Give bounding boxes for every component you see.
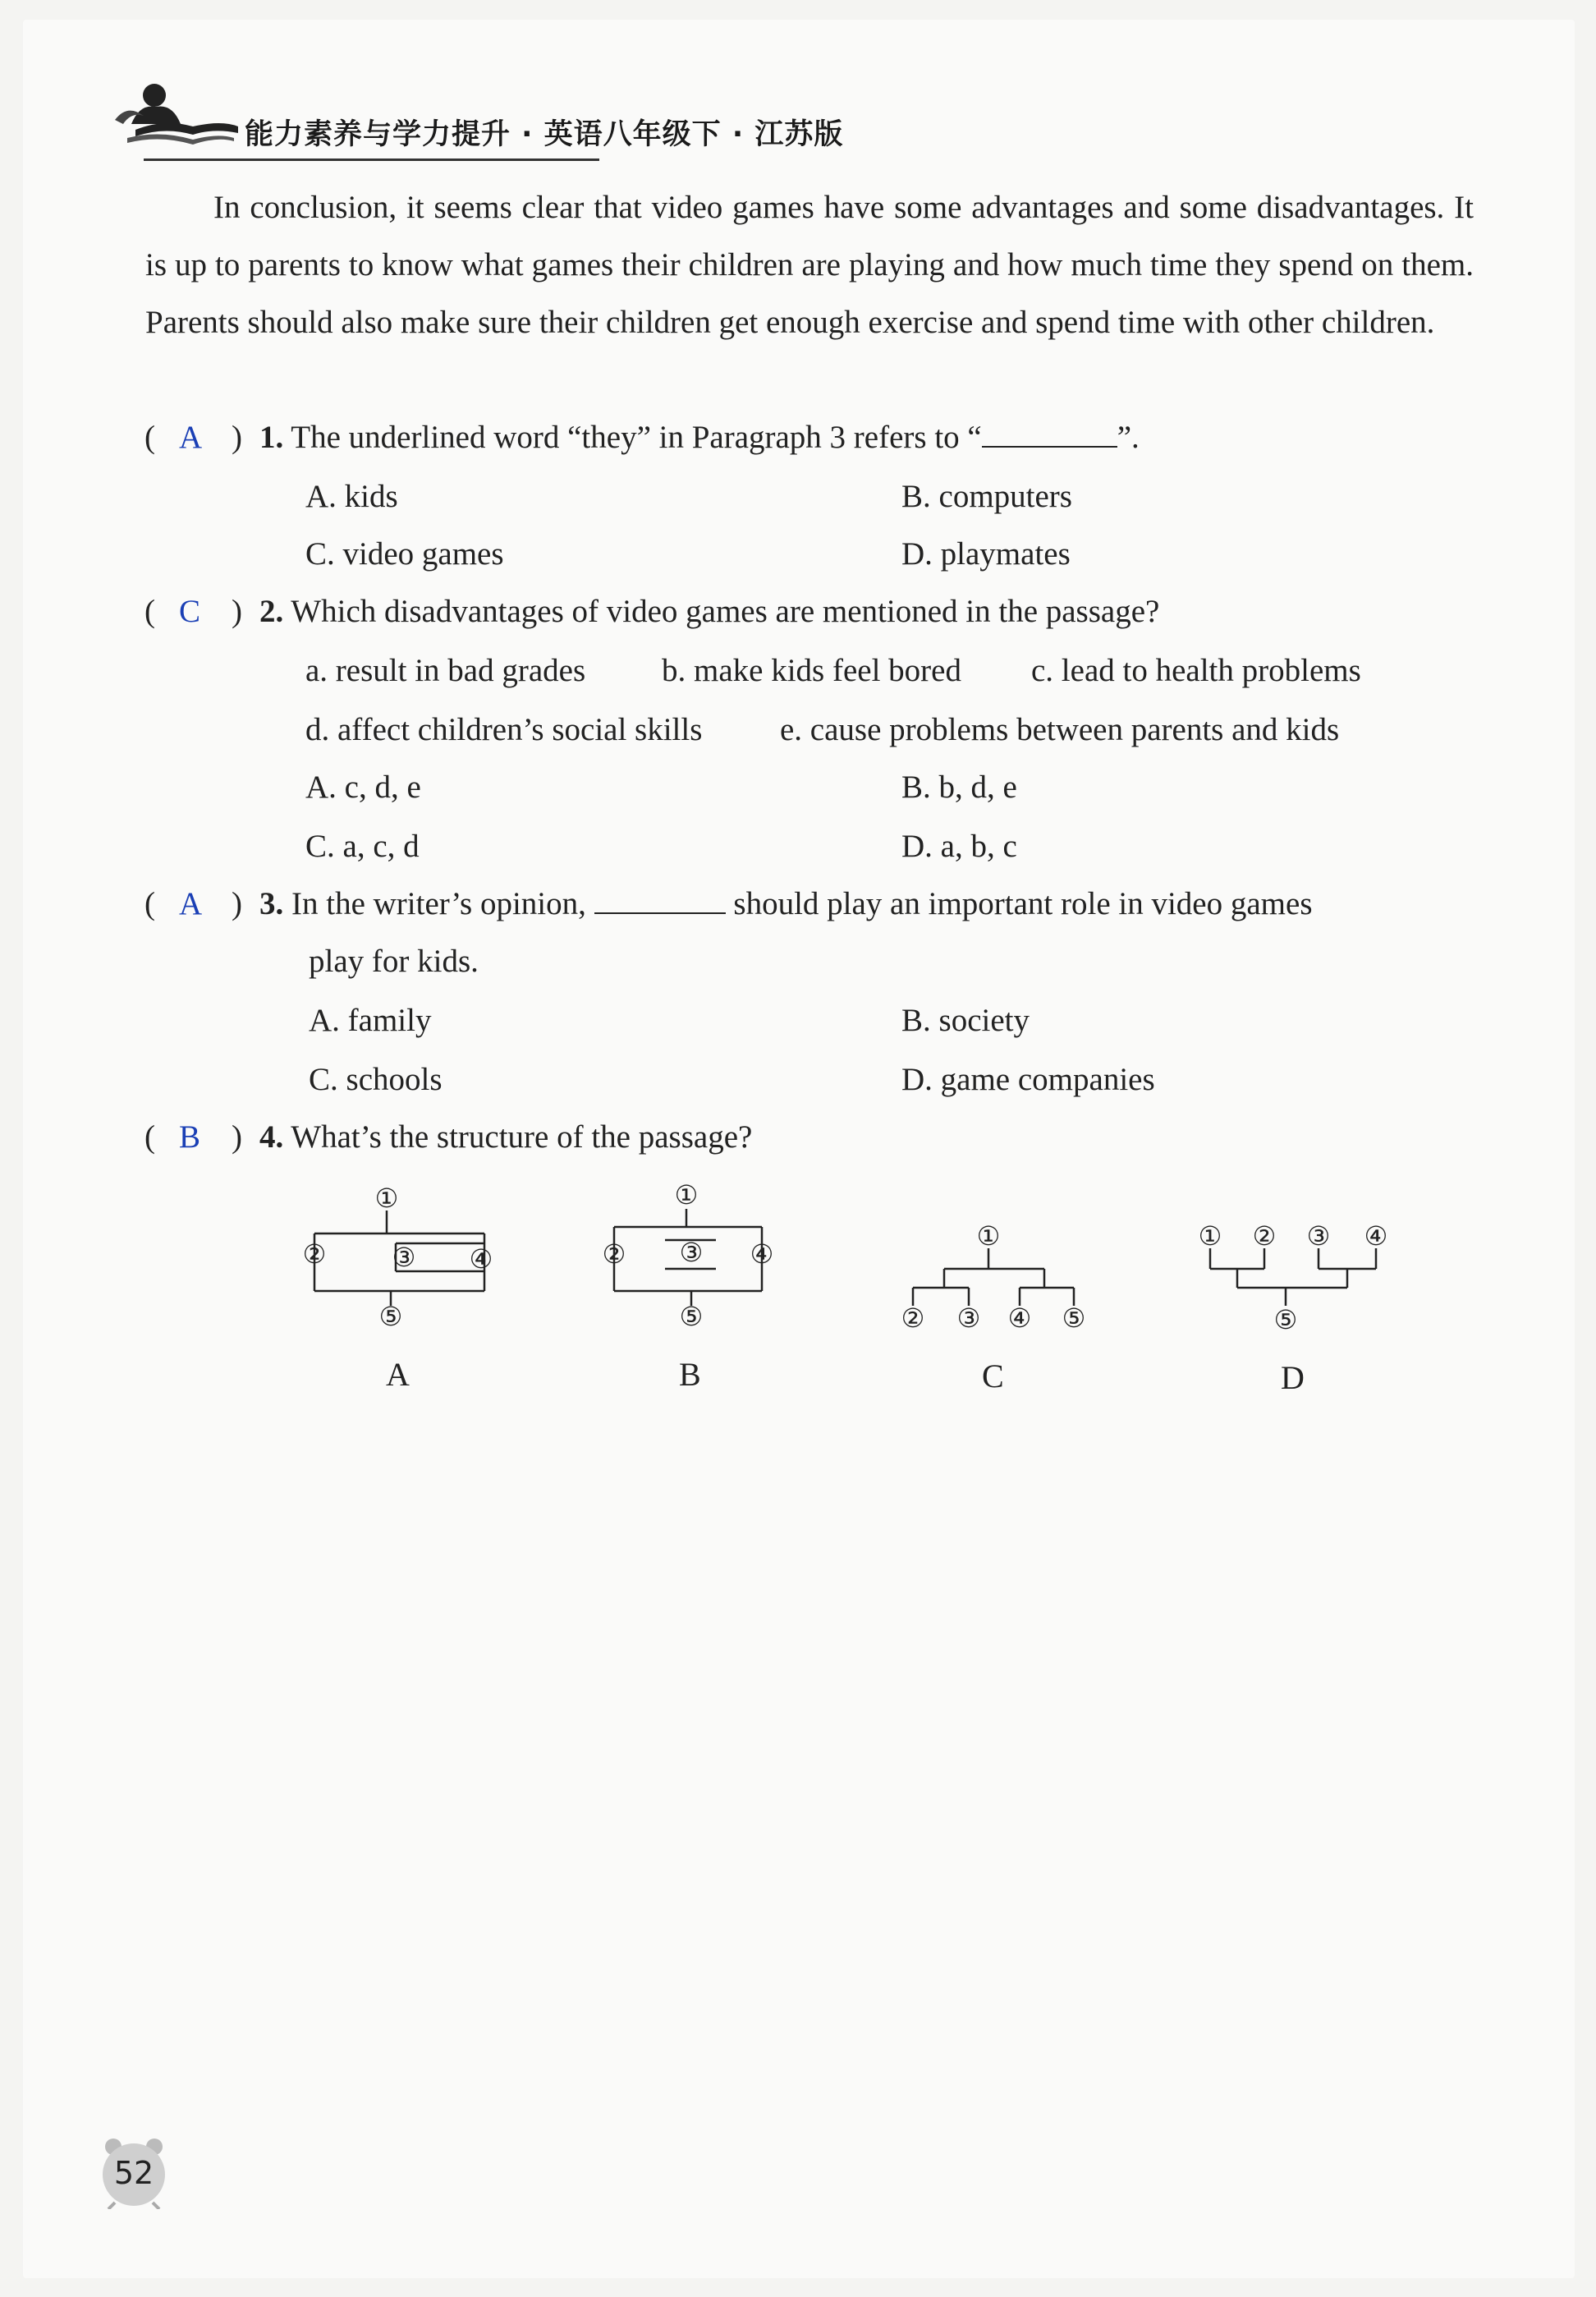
node-4: ④ [750,1238,774,1270]
sub-item-e: e. cause problems between parents and kids [780,712,1340,747]
question-stem-start: In the writer’s opinion, [291,886,586,921]
answer-2: C [179,594,201,629]
sub-item-c: c. lead to health problems [1031,653,1361,688]
node-1: ① [374,1183,399,1214]
node-5: ⑤ [679,1301,704,1332]
node-2: ② [602,1238,626,1270]
passage-paragraph: In conclusion, it seems clear that video games have some advantages and some disadvantages. It is up to parents to know what games their children are playing and how much time they spend on them. Parents should also make sure their children get enough exercise and spend time with other children. [145,190,1474,340]
node-4: ④ [1007,1302,1032,1334]
option-c: C. video games [305,536,504,572]
sub-item-a: a. result in bad grades [305,653,586,688]
node-2: ② [302,1238,327,1270]
diagram-label-c: C [982,1358,1004,1394]
node-2: ② [1252,1220,1277,1252]
option-d: D. a, b, c [901,829,1017,864]
question-number: 3. [259,886,284,921]
question-stem: What’s the structure of the passage? [291,1119,753,1155]
answer-4: B [179,1119,201,1155]
node-2: ② [901,1302,925,1334]
node-1: ① [976,1220,1001,1252]
answer-paren-open: ( [144,594,155,629]
option-a: A. family [309,1003,432,1038]
node-5: ⑤ [378,1301,403,1332]
question-stem: The underlined word “they” in Paragraph 3 refers to “ [291,420,982,455]
page-number-badge [97,2135,171,2209]
answer-1: A [179,420,203,455]
option-c: C. schools [309,1062,443,1097]
option-b: B. society [901,1003,1030,1038]
question-number: 1. [259,420,284,455]
node-1: ① [1198,1220,1222,1252]
node-5: ⑤ [1273,1304,1298,1335]
option-b: B. computers [901,479,1072,514]
option-d: D. playmates [901,536,1071,572]
node-4: ④ [1364,1220,1388,1252]
diagram-d [1210,1248,1376,1306]
option-d: D. game companies [901,1062,1155,1097]
diagram-label-a: A [386,1356,410,1393]
diagram-label-d: D [1281,1359,1305,1396]
sub-item-d: d. affect children’s social skills [305,712,703,747]
answer-paren-open: ( [144,886,155,921]
header-title: 能力素养与学力提升 · 英语八年级下 · 江苏版 [245,118,844,151]
option-b: B. b, d, e [901,769,1017,805]
answer-paren-close: ) [232,420,242,455]
answer-paren-close: ) [232,886,242,921]
answer-3: A [179,886,203,921]
question-stem: Which disadvantages of video games are mentioned in the passage? [291,594,1160,629]
node-3: ③ [392,1242,416,1273]
option-a: A. c, d, e [305,769,421,805]
node-4: ④ [469,1243,493,1275]
option-c: C. a, c, d [305,829,420,864]
question-stem-rest: should play an important role in video games [733,886,1313,921]
node-1: ① [674,1179,699,1211]
question-number: 2. [259,594,284,629]
node-3: ③ [1306,1220,1331,1252]
question-number: 4. [259,1119,284,1155]
diagram-c [913,1248,1074,1306]
diagram-label-b: B [679,1356,701,1393]
answer-paren-close: ) [232,594,242,629]
option-a: A. kids [305,479,398,514]
question-stem-line2: play for kids. [309,944,479,979]
node-3: ③ [956,1302,981,1334]
answer-paren-open: ( [144,1119,155,1155]
node-3: ③ [679,1237,704,1268]
sub-item-b: b. make kids feel bored [662,653,961,688]
answer-paren-open: ( [144,420,155,455]
question-stem-end: ”. [1117,420,1140,455]
node-5: ⑤ [1062,1302,1086,1334]
answer-paren-close: ) [232,1119,242,1155]
page-number: 52 [113,2155,154,2191]
